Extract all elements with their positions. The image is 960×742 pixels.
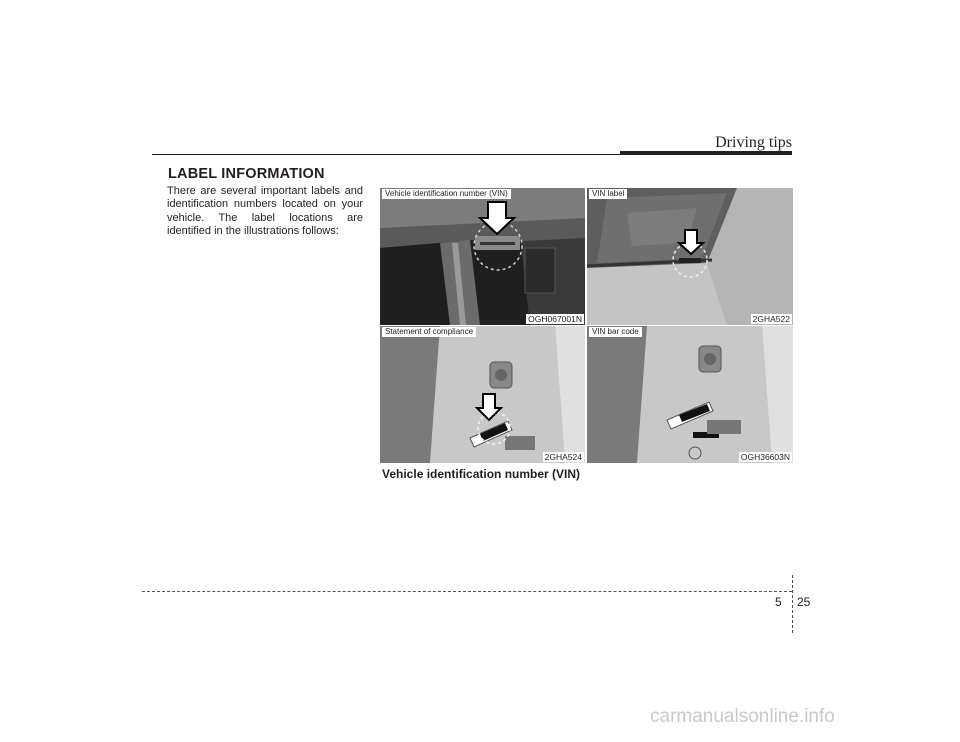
chapter-title: Driving tips	[715, 134, 792, 151]
engine-bay-illustration	[380, 188, 585, 325]
door-pillar-barcode-illustration	[587, 326, 793, 463]
windshield-illustration	[587, 188, 793, 325]
figure-code: OGH067001N	[528, 314, 582, 324]
page-number: 25	[797, 595, 811, 609]
figure-vin-engine	[380, 188, 585, 325]
figure-vin-barcode	[587, 326, 793, 463]
vin-subheading: Vehicle identification number (VIN)	[382, 467, 581, 481]
figure-label: VIN label	[589, 189, 627, 199]
figure-code: 2GHA524	[544, 452, 582, 462]
footer-divider	[792, 575, 793, 633]
figure-label: Vehicle identification number (VIN)	[382, 189, 511, 199]
figure-code: OGH36603N	[740, 452, 790, 462]
figure-label: VIN bar code	[589, 327, 642, 337]
chapter-number: 5	[775, 595, 782, 609]
section-body: There are several important labels and identification numbers located on your vehicle. The label locations are identified in the illustrations follows:	[167, 185, 363, 238]
figure-compliance	[380, 326, 585, 463]
figure-label: Statement of compliance	[382, 327, 476, 337]
section-title: LABEL INFORMATION	[168, 166, 325, 182]
watermark: carmanualsonline.info	[650, 706, 835, 727]
door-pillar-illustration	[380, 326, 585, 463]
header-rule-accent	[620, 151, 792, 155]
footer-rule	[142, 591, 792, 592]
figure-code: 2GHA522	[752, 314, 790, 324]
figure-vin-label	[587, 188, 793, 325]
